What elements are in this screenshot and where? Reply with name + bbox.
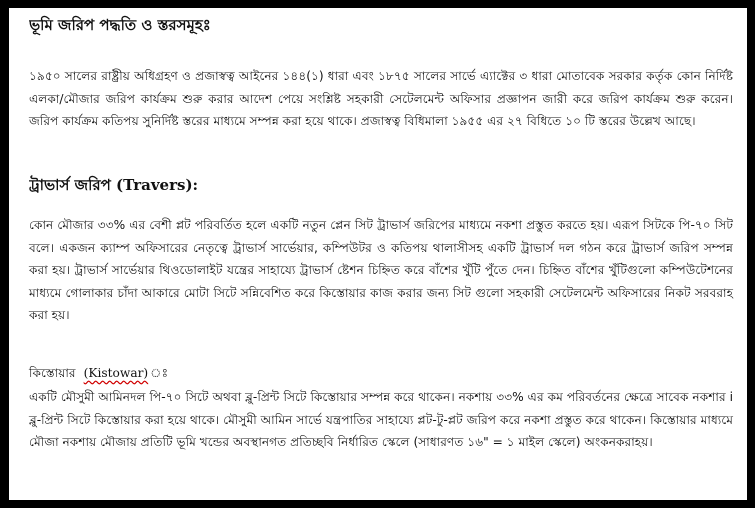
kistowar-subheading xyxy=(29,362,168,384)
section1-heading: ভূমি জরিপ পদ্ধতি ও স্তরসমূহঃ xyxy=(29,16,211,34)
section2-heading-latin: (Travers): xyxy=(116,176,199,194)
kistowar-paragraph: একটি মৌসুমী আমিনদল পি-৭০ সিটে অথবা ব্লু-প্রিন্ট সিটে কিস্তোয়ার সম্পন্ন করে থাকেন। নকশায় ৩৩% এর কম পরিবর্তনের ক্ষেত্রে সাবেক নকশার i ব্লু-প্রিন্ট সিটে কিস্তোয়ার করা হয়ে থাকে। মৌসুমী আমিন সার্ভে যন্ত্রপাতির সাহায্যে প্লট-টু-প্লট জরিপ করে নকশা প্রস্তুত করে থাকেন। কিস্তোয়ার মাধ্যমে মৌজা নকশায় মৌজায় প্রতিটি ভূমি খন্ডের অবস্থানগত প্রতিচ্ছবি নির্ধারিত স্কেলে (সাধারণত ১৬" = ১ মাইল স্কেলে) অংকনকরাহয়। xyxy=(29,390,734,449)
section1-paragraph: ১৯৫০ সালের রাষ্ট্রীয় অধিগ্রহণ ও প্রজাস্বত্ব আইনের ১৪৪(১) ধারা এবং ১৮৭৫ সালের সার্ভে এ্যাক্টের ৩ ধারা মোতাবেক সরকার কর্তৃক কোন নির্দিষ্ট এলকা/মৌজার জরিপ কার্যক্রম শুরু করার আদেশ পেয়ে সংশ্লিষ্ট সহকারী সেটেলমেন্ট অফিসার প্রজ্ঞাপন জারী করে জরিপ কার্যক্রম শুরু করেন। জরিপ কার্যক্রম কতিপয় সুনির্দিষ্ট স্তরের মাধ্যমে সম্পন্ন করা হয়ে থাকে। প্রজাস্বত্ব বিধিমালা ১৯৫৫ এর ২৭ বিধিতে ১০ টি স্তরের উল্লেখ আছে। xyxy=(29,69,733,128)
document-page xyxy=(9,8,747,500)
section2-heading-bengali: ট্রাভার্স জরিপ xyxy=(29,176,111,194)
kistowar-label: কিস্তোয়ার xyxy=(29,366,76,380)
section2-paragraph: কোন মৌজার ৩৩% এর বেশী প্লট পরিবর্তিত হলে একটি নতুন প্লেন সিট ট্রাভার্স জরিপের মাধ্যমে নকশা প্রস্তুত করতে হয়। এরূপ সিটকে পি-৭০ সিট বলে। একজন ক্যাম্প অফিসারের নেতৃত্বে ট্রাভার্স সার্ভেয়ার, কম্পিউটর ও কতিপয় থালাসীসহ একটি ট্রাভার্স দল গঠন করে ট্রাভার্স জরিপ সম্পন্ন করা হয়। ট্রাভার্স সার্ভেয়ার থিওডোলাইট যন্ত্রের সাহায্যে ট্রাভার্স ষ্টেশন চিহ্নিত করে বাঁশের খুঁটি পুঁতে দেন। চিহ্নিত বাঁশের খুঁটিগুলো কম্পিউটেশনের মাধ্যমে গোলাকার চাঁদা আকারে মোটা সিটে সন্নিবেশিত করে কিস্তোয়ার কাজ করার জন্য সিট গুলো সহকারী সেটেলমেন্ট অফিসারের নিকট সরবরাহ করা হয়। xyxy=(29,218,733,322)
section2-heading xyxy=(29,174,198,196)
kistowar-suffix: ঃ xyxy=(150,366,169,380)
kistowar-keyword: (Kistowar) xyxy=(83,366,149,380)
